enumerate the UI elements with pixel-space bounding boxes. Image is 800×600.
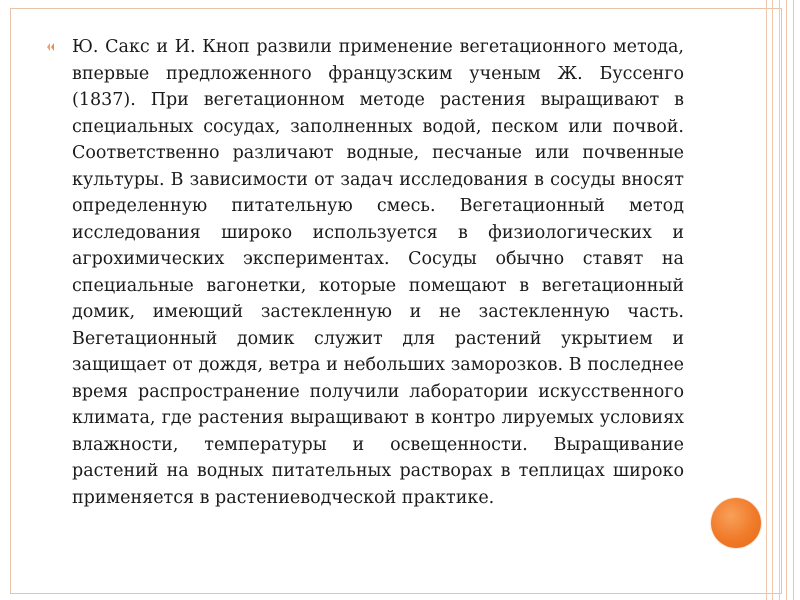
decorative-rule xyxy=(766,0,767,600)
orange-bullet-icon xyxy=(45,39,61,55)
orange-circle-icon xyxy=(711,498,761,548)
decorative-rule xyxy=(793,0,794,600)
decorative-rule xyxy=(786,0,787,600)
slide-paragraph: Ю. Сакс и И. Кноп развили применение вегетационного метода, впервые предложенного французским ученым Ж. Буссенго (1837). При вегетационном методе растения выращивают в специальных сосудах, заполненных водой, песком или почвой. Соответственно различают водные, песчаные или почвенные культуры. В зависимости от задач исследования в сосуды вносят определенную питательную смесь. Вегетационный метод исследования широко используется в физиологических и агрохимических экспериментах. Сосуды обычно ставят на специальные вагонетки, которые помещают в вегетационный домик, имеющий застекленную и не застекленную часть. Вегетационный домик служит для растений укрытием и защищает от дождя, ветра и небольших заморозков. В последнее время распространение получили лаборатории искусственного климата, где растения выращивают в контро лируемых условиях влажности, температуры и освещенности. Выращивание растений на водных питательных растворах в теплицах широко применяется в растениеводческой практике. xyxy=(72,37,684,508)
decorative-rule xyxy=(772,0,773,600)
decorative-rule xyxy=(779,0,780,600)
